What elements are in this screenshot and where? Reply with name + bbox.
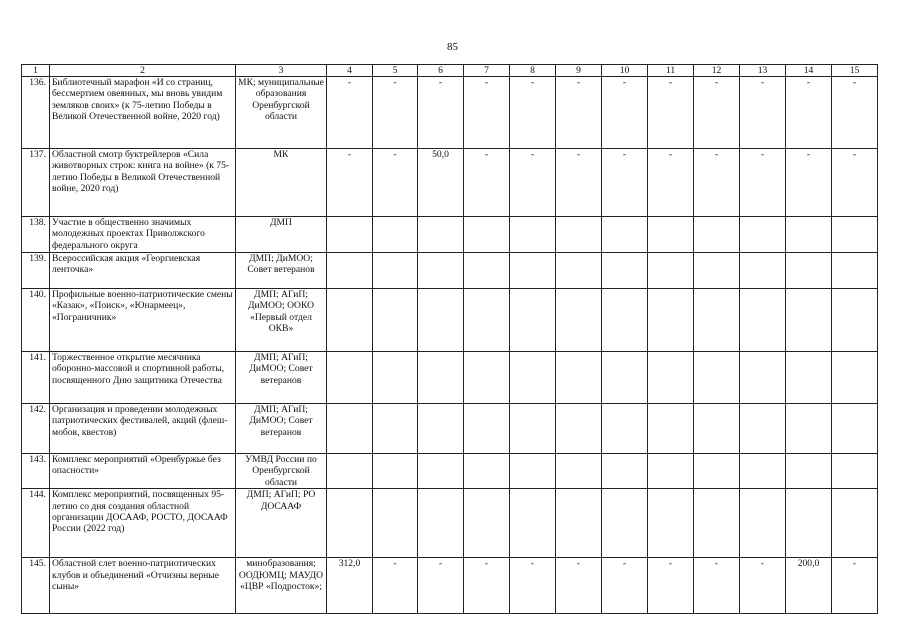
value-cell: -: [740, 77, 786, 149]
value-cell: [556, 217, 602, 253]
value-cell: -: [740, 558, 786, 614]
value-cell: -: [648, 77, 694, 149]
value-cell: [786, 404, 832, 454]
value-cell: [418, 352, 464, 404]
event-name: Организация и проведении молодежных патриотических фестивалей, акций (флеш-мобов, квестов): [50, 404, 236, 454]
value-cell: [327, 289, 373, 352]
event-name: Комплекс мероприятий, посвященных 95-летию со дня создания областной организации ДОСААФ, РОСТО, ДОСААФ России (2022 год): [50, 489, 236, 558]
column-header: 1: [22, 65, 50, 77]
value-cell: [556, 253, 602, 289]
value-cell: 200,0: [786, 558, 832, 614]
value-cell: -: [648, 149, 694, 217]
value-cell: [464, 352, 510, 404]
value-cell: [556, 489, 602, 558]
value-cell: -: [556, 558, 602, 614]
value-cell: [786, 253, 832, 289]
event-name: Областной слет военно-патриотических клубов и объединений «Отчизны верные сыны»: [50, 558, 236, 614]
value-cell: [556, 352, 602, 404]
value-cell: [648, 352, 694, 404]
value-cell: -: [602, 558, 648, 614]
value-cell: -: [418, 558, 464, 614]
column-header: 6: [418, 65, 464, 77]
column-header: 2: [50, 65, 236, 77]
value-cell: [510, 454, 556, 489]
value-cell: -: [556, 149, 602, 217]
value-cell: [740, 217, 786, 253]
value-cell: [694, 404, 740, 454]
value-cell: [832, 289, 878, 352]
event-name: Всероссийская акция «Георгиевская ленточка»: [50, 253, 236, 289]
value-cell: [373, 289, 418, 352]
value-cell: [327, 352, 373, 404]
value-cell: [740, 404, 786, 454]
value-cell: [602, 253, 648, 289]
value-cell: -: [464, 558, 510, 614]
value-cell: -: [373, 77, 418, 149]
value-cell: -: [694, 149, 740, 217]
value-cell: -: [694, 558, 740, 614]
responsible-org: ДМП: [236, 217, 327, 253]
column-header: 8: [510, 65, 556, 77]
value-cell: [832, 253, 878, 289]
value-cell: [602, 489, 648, 558]
event-name: Библиотечный марафон «И со страниц, бессмертием овеянных, мы вновь увидим земляков своих» (к 75-летию Победы в Великой Отечественной войне, 2020 год): [50, 77, 236, 149]
column-header: 5: [373, 65, 418, 77]
row-number: 145.: [22, 558, 50, 614]
value-cell: [510, 404, 556, 454]
value-cell: [648, 489, 694, 558]
table-row: [22, 253, 878, 289]
table-row: [22, 404, 878, 454]
responsible-org: ДМП; АГиП; ДиМОО; ООКО «Первый отдел ОКВ»: [236, 289, 327, 352]
value-cell: [373, 217, 418, 253]
value-cell: [418, 253, 464, 289]
responsible-org: минобразования; ООДЮМЦ; МАУДО «ЦВР «Подросток»;: [236, 558, 327, 614]
responsible-org: ДМП; ДиМОО; Совет ветеранов: [236, 253, 327, 289]
value-cell: [327, 454, 373, 489]
value-cell: -: [327, 149, 373, 217]
table-row: [22, 217, 878, 253]
value-cell: [373, 253, 418, 289]
table-row: [22, 289, 878, 352]
column-header: 14: [786, 65, 832, 77]
value-cell: 50,0: [418, 149, 464, 217]
value-cell: [418, 289, 464, 352]
column-header: 13: [740, 65, 786, 77]
value-cell: [602, 217, 648, 253]
table-row: [22, 454, 878, 489]
value-cell: [373, 404, 418, 454]
value-cell: -: [327, 77, 373, 149]
event-name: Профильные военно-патриотические смены «Казак», «Поиск», «Юнармеец», «Пограничник»: [50, 289, 236, 352]
value-cell: -: [832, 77, 878, 149]
row-number: 140.: [22, 289, 50, 352]
table-row: [22, 77, 878, 149]
value-cell: [373, 352, 418, 404]
value-cell: [556, 454, 602, 489]
page-number: 85: [447, 41, 458, 53]
value-cell: [648, 217, 694, 253]
value-cell: [694, 352, 740, 404]
value-cell: [327, 253, 373, 289]
value-cell: -: [602, 149, 648, 217]
value-cell: [373, 454, 418, 489]
responsible-org: ДМП; АГиП; ДиМОО; Совет ветеранов: [236, 352, 327, 404]
event-name: Комплекс мероприятий «Оренбуржье без опасности»: [50, 454, 236, 489]
column-header: 15: [832, 65, 878, 77]
value-cell: [832, 352, 878, 404]
value-cell: [418, 454, 464, 489]
column-number-row: [22, 65, 878, 77]
table-row: [22, 558, 878, 614]
value-cell: [556, 289, 602, 352]
column-header: 12: [694, 65, 740, 77]
value-cell: -: [786, 149, 832, 217]
value-cell: -: [373, 149, 418, 217]
value-cell: [373, 489, 418, 558]
value-cell: -: [510, 149, 556, 217]
value-cell: -: [510, 558, 556, 614]
value-cell: [464, 253, 510, 289]
value-cell: [694, 217, 740, 253]
column-header: 10: [602, 65, 648, 77]
value-cell: [740, 289, 786, 352]
value-cell: [694, 454, 740, 489]
value-cell: [786, 352, 832, 404]
value-cell: [648, 289, 694, 352]
value-cell: -: [418, 77, 464, 149]
value-cell: -: [464, 149, 510, 217]
events-table: [21, 64, 878, 614]
value-cell: [327, 489, 373, 558]
row-number: 142.: [22, 404, 50, 454]
row-number: 137.: [22, 149, 50, 217]
value-cell: [648, 253, 694, 289]
value-cell: 312,0: [327, 558, 373, 614]
row-number: 143.: [22, 454, 50, 489]
value-cell: -: [602, 77, 648, 149]
value-cell: -: [464, 77, 510, 149]
responsible-org: МК; муниципальные образования Оренбургской области: [236, 77, 327, 149]
value-cell: [464, 454, 510, 489]
value-cell: [418, 489, 464, 558]
value-cell: [740, 352, 786, 404]
table-row: [22, 352, 878, 404]
value-cell: [602, 352, 648, 404]
value-cell: [832, 454, 878, 489]
value-cell: [327, 217, 373, 253]
value-cell: [740, 454, 786, 489]
value-cell: [602, 289, 648, 352]
value-cell: [510, 253, 556, 289]
value-cell: [327, 404, 373, 454]
value-cell: -: [648, 558, 694, 614]
value-cell: [740, 253, 786, 289]
responsible-org: МК: [236, 149, 327, 217]
value-cell: [694, 253, 740, 289]
table-row: [22, 489, 878, 558]
table-row: [22, 149, 878, 217]
responsible-org: ДМП; АГиП; ДиМОО; Совет ветеранов: [236, 404, 327, 454]
event-name: Областной смотр буктрейлеров «Сила животворных строк: книга на войне» (к 75-летию Победы в Великой Отечественной войне, 2020 год): [50, 149, 236, 217]
value-cell: [602, 454, 648, 489]
value-cell: [510, 289, 556, 352]
value-cell: -: [832, 558, 878, 614]
value-cell: -: [740, 149, 786, 217]
value-cell: [464, 289, 510, 352]
value-cell: [602, 404, 648, 454]
value-cell: [832, 404, 878, 454]
value-cell: [418, 217, 464, 253]
value-cell: [648, 404, 694, 454]
column-header: 4: [327, 65, 373, 77]
value-cell: [786, 289, 832, 352]
column-header: 11: [648, 65, 694, 77]
row-number: 144.: [22, 489, 50, 558]
value-cell: [694, 289, 740, 352]
row-number: 138.: [22, 217, 50, 253]
value-cell: [464, 404, 510, 454]
row-number: 139.: [22, 253, 50, 289]
value-cell: [464, 489, 510, 558]
value-cell: [648, 454, 694, 489]
value-cell: [786, 217, 832, 253]
value-cell: [740, 489, 786, 558]
value-cell: [832, 489, 878, 558]
value-cell: [510, 352, 556, 404]
value-cell: -: [786, 77, 832, 149]
column-header: 9: [556, 65, 602, 77]
value-cell: -: [832, 149, 878, 217]
value-cell: [510, 217, 556, 253]
row-number: 141.: [22, 352, 50, 404]
responsible-org: УМВД России по Оренбургской области: [236, 454, 327, 489]
value-cell: [786, 454, 832, 489]
event-name: Торжественное открытие месячника оборонно-массовой и спортивной работы, посвященного Дню защитника Отечества: [50, 352, 236, 404]
value-cell: [694, 489, 740, 558]
column-header: 3: [236, 65, 327, 77]
event-name: Участие в общественно значимых молодежных проектах Приволжского федерального округа: [50, 217, 236, 253]
row-number: 136.: [22, 77, 50, 149]
value-cell: [832, 217, 878, 253]
responsible-org: ДМП; АГиП; РО ДОСААФ: [236, 489, 327, 558]
value-cell: -: [373, 558, 418, 614]
value-cell: [786, 489, 832, 558]
value-cell: [418, 404, 464, 454]
value-cell: -: [556, 77, 602, 149]
column-header: 7: [464, 65, 510, 77]
value-cell: -: [694, 77, 740, 149]
value-cell: [464, 217, 510, 253]
value-cell: [556, 404, 602, 454]
value-cell: [510, 489, 556, 558]
value-cell: -: [510, 77, 556, 149]
